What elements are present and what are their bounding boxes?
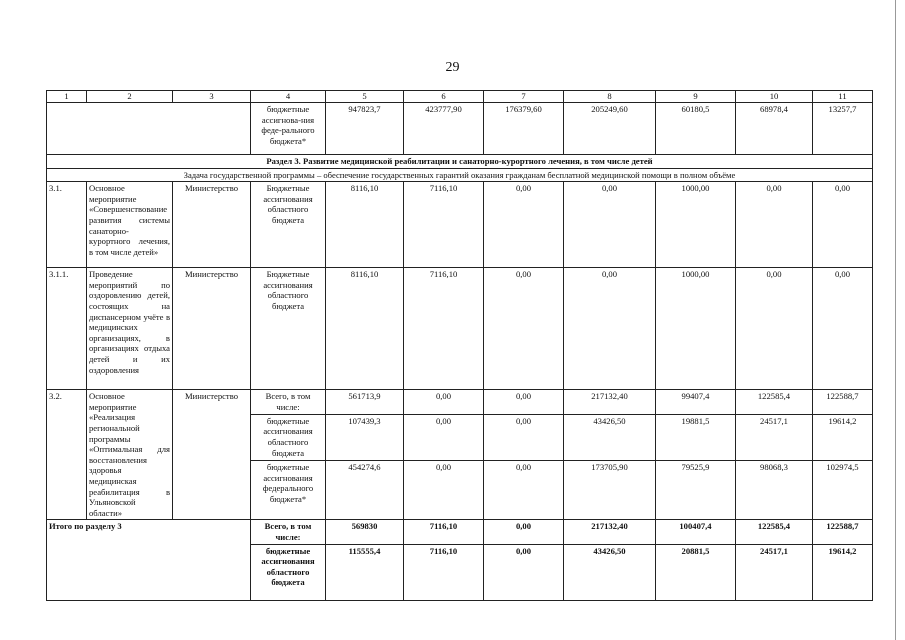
value-cell: 569830 <box>326 520 404 544</box>
value-cell: 0,00 <box>484 520 564 544</box>
executor: Министерство <box>173 390 251 520</box>
value-cell: 122588,7 <box>813 390 873 415</box>
value-cell: 0,00 <box>564 268 656 390</box>
row-number: 3.1. <box>47 182 87 268</box>
col-header: 8 <box>564 91 656 103</box>
col-header: 9 <box>656 91 736 103</box>
value-cell: 0,00 <box>404 461 484 520</box>
value-cell: 79525,9 <box>656 461 736 520</box>
funding-source: Всего, в том числе: <box>251 390 326 415</box>
col-header: 6 <box>404 91 484 103</box>
activity-name: Основное мероприятие «Совершенствование развития системы санаторно-курортного лечения, в том числе детей» <box>87 182 173 268</box>
scan-edge-right <box>895 0 896 640</box>
page-number: 29 <box>445 60 460 75</box>
col-header: 5 <box>326 91 404 103</box>
col-header: 4 <box>251 91 326 103</box>
funding-source: бюджетные ассигнования областного бюджета <box>251 544 326 600</box>
col-header: 1 <box>47 91 87 103</box>
col-header: 7 <box>484 91 564 103</box>
value-cell: 8116,10 <box>326 268 404 390</box>
value-cell: 20881,5 <box>656 544 736 600</box>
carry-over-row <box>47 103 873 155</box>
value-cell: 176379,60 <box>484 103 564 155</box>
total-label: Итого по разделу 3 <box>47 520 251 600</box>
value-cell: 99407,4 <box>656 390 736 415</box>
value-cell: 7116,10 <box>404 182 484 268</box>
value-cell: 122588,7 <box>813 520 873 544</box>
value-cell: 0,00 <box>484 390 564 415</box>
col-header: 3 <box>173 91 251 103</box>
value-cell: 0,00 <box>813 268 873 390</box>
value-cell: 217132,40 <box>564 390 656 415</box>
empty-cell <box>47 103 251 155</box>
value-cell: 0,00 <box>736 268 813 390</box>
task-title-row <box>47 168 873 182</box>
value-cell: 0,00 <box>404 414 484 460</box>
activity-name: Основное мероприятие «Реализация региональной программы «Оптимальная для восстановления здоровья медицинская реабилитация в Ульяновской области» <box>87 390 173 520</box>
value-cell: 1000,00 <box>656 182 736 268</box>
value-cell: 0,00 <box>736 182 813 268</box>
value-cell: 19614,2 <box>813 414 873 460</box>
funding-source: Бюджетные ассигнования областного бюджета <box>251 268 326 390</box>
value-cell: 0,00 <box>404 390 484 415</box>
row-number: 3.2. <box>47 390 87 520</box>
value-cell: 0,00 <box>564 182 656 268</box>
value-cell: 19881,5 <box>656 414 736 460</box>
section-title-row <box>47 155 873 169</box>
row-number: 3.1.1. <box>47 268 87 390</box>
value-cell: 0,00 <box>484 461 564 520</box>
table-row <box>47 182 873 268</box>
value-cell: 43426,50 <box>564 414 656 460</box>
value-cell: 217132,40 <box>564 520 656 544</box>
value-cell: 68978,4 <box>736 103 813 155</box>
col-header: 10 <box>736 91 813 103</box>
value-cell: 0,00 <box>484 544 564 600</box>
value-cell: 102974,5 <box>813 461 873 520</box>
col-header: 11 <box>813 91 873 103</box>
value-cell: 7116,10 <box>404 520 484 544</box>
value-cell: 24517,1 <box>736 544 813 600</box>
value-cell: 423777,90 <box>404 103 484 155</box>
value-cell: 8116,10 <box>326 182 404 268</box>
section-title: Раздел 3. Развитие медицинской реабилитации и санаторно-курортного лечения, в том числе детей <box>47 155 873 169</box>
value-cell: 7116,10 <box>404 544 484 600</box>
value-cell: 122585,4 <box>736 520 813 544</box>
value-cell: 24517,1 <box>736 414 813 460</box>
task-title: Задача государственной программы – обеспечение государственных гарантий оказания гражданам бесплатной медицинской помощи в полном объёме <box>47 168 873 182</box>
value-cell: 100407,4 <box>656 520 736 544</box>
value-cell: 60180,5 <box>656 103 736 155</box>
value-cell: 98068,3 <box>736 461 813 520</box>
table-row <box>47 268 873 390</box>
value-cell: 7116,10 <box>404 268 484 390</box>
column-number-row <box>47 91 873 103</box>
value-cell: 173705,90 <box>564 461 656 520</box>
budget-table <box>46 90 873 601</box>
value-cell: 947823,7 <box>326 103 404 155</box>
value-cell: 561713,9 <box>326 390 404 415</box>
value-cell: 122585,4 <box>736 390 813 415</box>
value-cell: 0,00 <box>484 414 564 460</box>
value-cell: 115555,4 <box>326 544 404 600</box>
funding-source: бюджетные ассигнования областного бюджета <box>251 414 326 460</box>
value-cell: 43426,50 <box>564 544 656 600</box>
value-cell: 0,00 <box>484 182 564 268</box>
value-cell: 454274,6 <box>326 461 404 520</box>
activity-name: Проведение мероприятий по оздоровлению детей, состоящих на диспансерном учёте в медицинских организациях, в организациях отдыха детей и их оздоровления <box>87 268 173 390</box>
total-row <box>47 520 873 544</box>
value-cell: 19614,2 <box>813 544 873 600</box>
funding-source: бюджетные ассигнования федерального бюджета* <box>251 461 326 520</box>
value-cell: 13257,7 <box>813 103 873 155</box>
funding-source: бюджетные ассигнова-ния феде-рального бюджета* <box>251 103 326 155</box>
funding-source: Всего, в том числе: <box>251 520 326 544</box>
value-cell: 0,00 <box>484 268 564 390</box>
value-cell: 0,00 <box>813 182 873 268</box>
table-row <box>47 390 873 415</box>
executor: Министерство <box>173 182 251 268</box>
value-cell: 205249,60 <box>564 103 656 155</box>
executor: Министерство <box>173 268 251 390</box>
value-cell: 1000,00 <box>656 268 736 390</box>
value-cell: 107439,3 <box>326 414 404 460</box>
funding-source: Бюджетные ассигнования областного бюджета <box>251 182 326 268</box>
col-header: 2 <box>87 91 173 103</box>
